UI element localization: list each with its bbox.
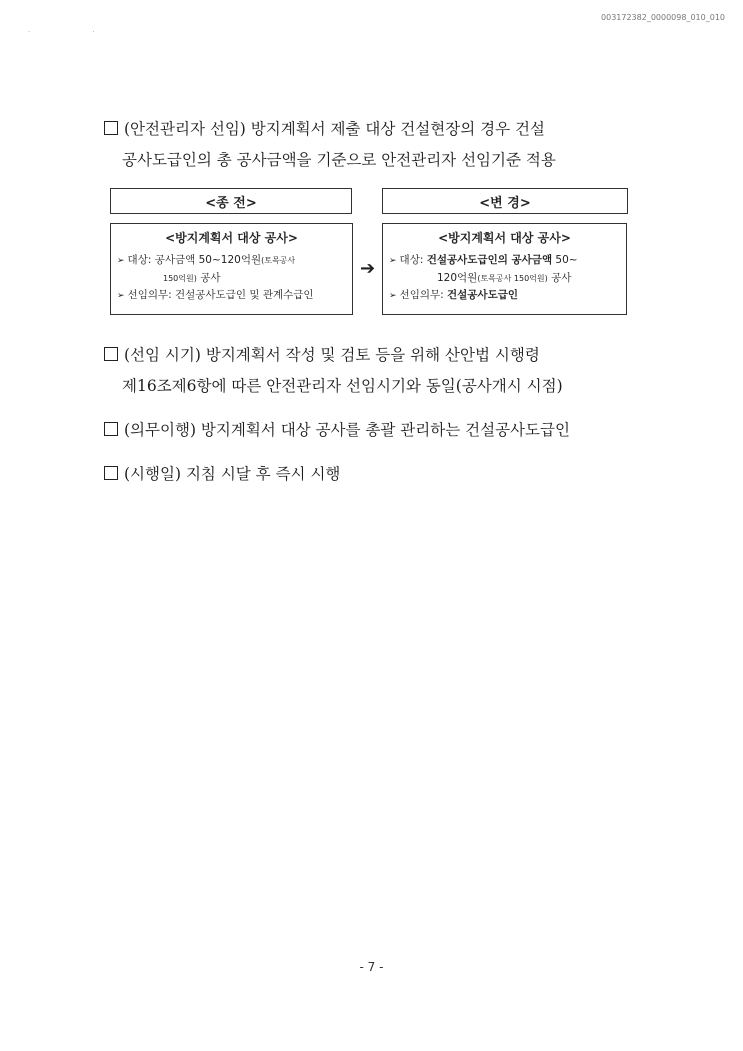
item-effective-date: [104, 459, 644, 490]
bullet-arrow-icon: ➢: [117, 256, 125, 266]
item-line: 제16조제6항에 따른 안전관리자 선임시기와 동일(공사개시 시점): [122, 377, 563, 395]
before-header: <종 전>: [110, 188, 352, 214]
bullet-arrow-icon: ➢: [389, 291, 397, 301]
checkbox-icon: [104, 422, 118, 436]
item-line: [104, 340, 644, 371]
item-obligation-performance: [104, 415, 644, 446]
item-line: [104, 114, 644, 145]
right-arrow-icon: ➔: [360, 258, 376, 279]
before-target-row-cont: 150억원) 공사: [163, 272, 221, 284]
document-id: 003172382_0000098_010_010: [601, 13, 725, 22]
bullet-arrow-icon: ➢: [117, 291, 125, 301]
item-line: [104, 415, 644, 446]
page-number: - 7 -: [359, 960, 384, 974]
bullet-arrow-icon: ➢: [389, 256, 397, 266]
after-box: [382, 223, 627, 315]
item-text: (선임 시기) 방지계획서 작성 및 검토 등을 위해 산안법 시행령: [124, 346, 540, 364]
item-text: (시행일) 지침 시달 후 즉시 시행: [124, 465, 341, 483]
after-header: <변 경>: [382, 188, 628, 214]
after-duty-row: ➢ 선임의무: 건설공사도급인: [389, 289, 519, 301]
checkbox-icon: [104, 121, 118, 135]
item-line: 공사도급인의 총 공사금액을 기준으로 안전관리자 선임기준 적용: [122, 151, 556, 169]
before-duty-row: ➢ 선임의무: 건설공사도급인 및 관계수급인: [117, 289, 314, 301]
after-target-row: ➢ 대상: 건설공사도급인의 공사금액 50~: [389, 254, 578, 266]
scan-marks: · ·: [28, 28, 125, 36]
before-target-row: ➢ 대상: 공사금액 50~120억원(토목공사: [117, 254, 296, 266]
after-box-title: <방지계획서 대상 공사>: [438, 231, 571, 245]
checkbox-icon: [104, 466, 118, 480]
item-line: [104, 459, 644, 490]
item-text: (의무이행) 방지계획서 대상 공사를 총괄 관리하는 건설공사도급인: [124, 421, 570, 439]
item-appointment-timing: [104, 340, 644, 402]
before-box: [110, 223, 353, 315]
before-box-title: <방지계획서 대상 공사>: [165, 231, 298, 245]
item-safety-manager-appointment: [104, 114, 644, 176]
after-target-row-cont: 120억원(토목공사 150억원) 공사: [437, 272, 572, 284]
checkbox-icon: [104, 347, 118, 361]
item-text: (안전관리자 선임) 방지계획서 제출 대상 건설현장의 경우 건설: [124, 120, 545, 138]
